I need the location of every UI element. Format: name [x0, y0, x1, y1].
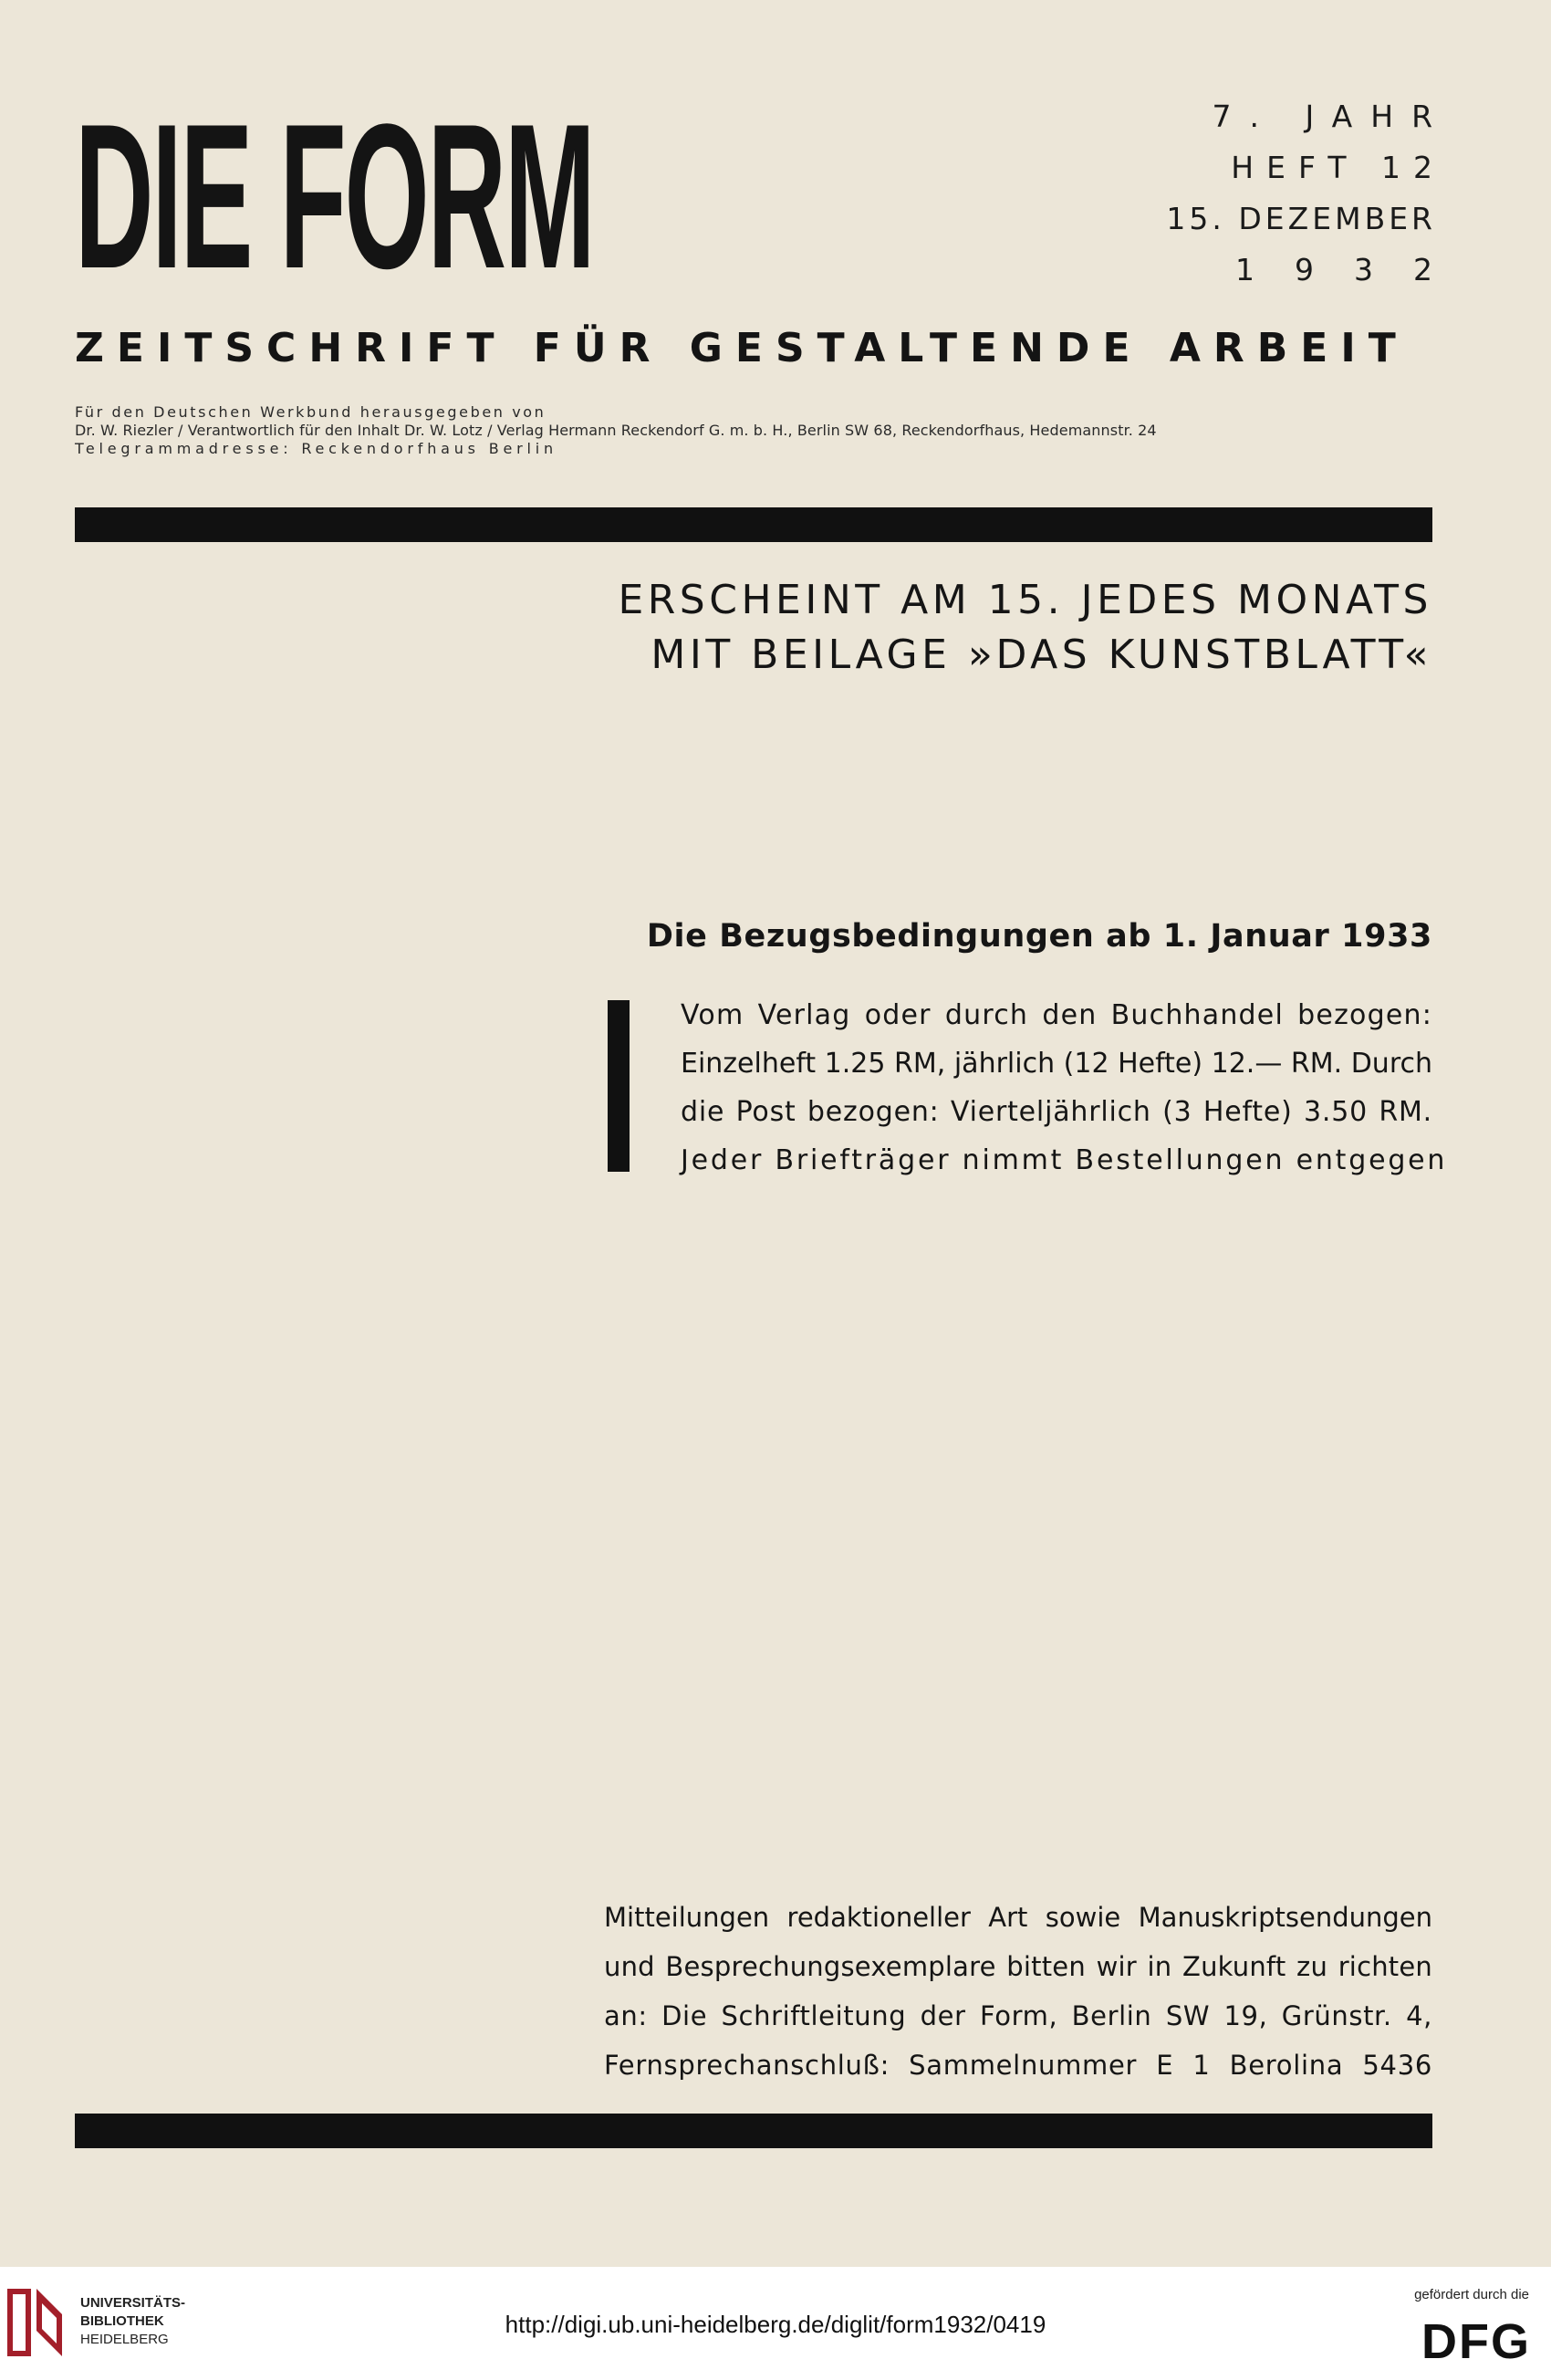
notice-line: MIT BEILAGE »DAS KUNSTBLATT« — [651, 632, 1432, 678]
imprint-line: Für den Deutschen Werkbund herausgegeben von — [75, 403, 546, 421]
vertical-rule — [608, 1000, 630, 1172]
imprint-line: Telegrammadresse: Reckendorfhaus Berlin — [75, 440, 557, 457]
imprint — [75, 403, 1443, 458]
editorial-line: an: Die Schriftleitung der Form, Berlin SW 19, Grünstr. 4, — [604, 2000, 1432, 2031]
issue-year-digits: 1932 — [1235, 252, 1473, 287]
issue-info — [1104, 91, 1473, 296]
terms-line: Einzelheft 1.25 RM, jährlich (12 Hefte) 12.— RM. Durch — [681, 1048, 1432, 1080]
library-name-line: BIBLIOTHEK — [80, 2313, 164, 2329]
terms-line: Vom Verlag oder durch den Buchhandel bezogen: — [681, 999, 1432, 1031]
editorial-line: Mitteilungen redaktioneller Art sowie Manuskriptsendungen — [604, 1902, 1432, 1933]
terms-line: Jeder Briefträger nimmt Bestellungen entgegen — [681, 1144, 1448, 1176]
notice-line: ERSCHEINT AM 15. JEDES MONATS — [618, 577, 1432, 623]
bottom-divider-bar — [75, 2114, 1432, 2148]
editorial-notice — [604, 1893, 1432, 2090]
subscription-terms — [681, 991, 1448, 1185]
magazine-subtitle: ZEITSCHRIFT FÜR GESTALTENDE ARBEIT — [75, 325, 1409, 371]
top-divider-bar — [75, 507, 1432, 542]
magazine-title: DIE FORM — [75, 80, 594, 311]
funding-caption: gefördert durch die — [1414, 2287, 1529, 2302]
library-name-line: UNIVERSITÄTS- — [80, 2295, 186, 2311]
publication-notice — [520, 573, 1432, 683]
issue-number: HEFT 12 — [1231, 150, 1445, 185]
permalink-url[interactable]: http://digi.ub.uni-heidelberg.de/diglit/form1932/0419 — [505, 2311, 1046, 2338]
subscription-heading: Die Bezugsbedingungen ab 1. Januar 1933 — [646, 918, 1432, 955]
imprint-line: Dr. W. Riezler / Verantwortlich für den Inhalt Dr. W. Lotz / Verlag Hermann Reckendorf G. m. b. H., Berlin SW 68, Reckendorfhaus, Hedemannstr. 24 — [75, 422, 1157, 439]
library-name-line: HEIDELBERG — [80, 2332, 169, 2347]
editorial-line: Fernsprechanschluß: Sammelnummer E 1 Berolina 5436 — [604, 2050, 1432, 2081]
terms-line: die Post bezogen: Vierteljährlich (3 Hefte) 3.50 RM. — [681, 1096, 1432, 1128]
dfg-logo[interactable]: DFG — [1421, 2314, 1531, 2369]
digitization-footer — [0, 2267, 1551, 2380]
issue-date: 15. DEZEMBER — [1166, 201, 1436, 236]
issue-year: 7. JAHR — [1212, 99, 1451, 134]
editorial-line: und Besprechungsexemplare bitten wir in Zukunft zu richten — [604, 1951, 1432, 1982]
